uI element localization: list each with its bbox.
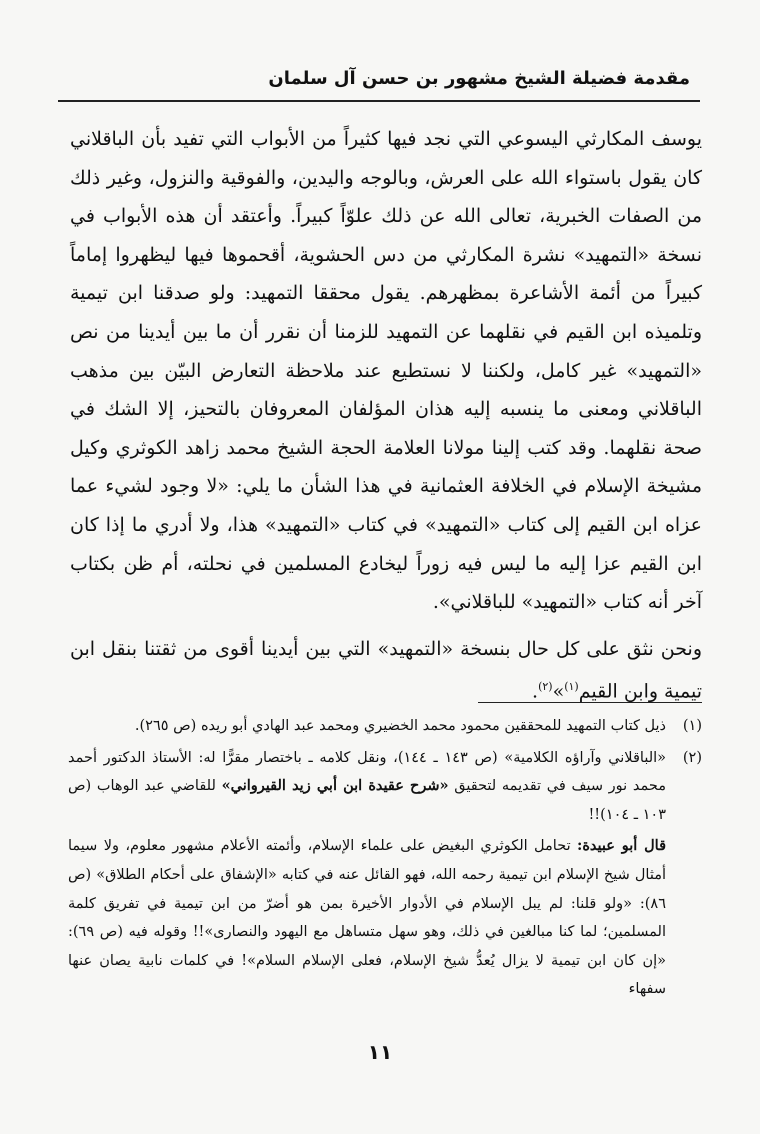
footnote-2-text-b: للقاضي عبد الوهاب (ص ١٠٣ ـ ١٠٤)!! [68,778,666,823]
footnote-1 [68,712,702,741]
footnote-1-number: (١) [682,718,702,734]
footnote-divider [478,702,702,703]
paragraph-2-end: . [532,680,539,703]
main-text [70,120,702,711]
footnote-2 [68,744,702,830]
footnote-2-continuation-text: تحامل الكوثري البغيض على علماء الإسلام، وأئمته الأعلام مشهور معلوم، ولا سيما أمثال شيخ الإسلام ابن تيمية رحمه الله، فهو القائل عنه في كتابه «الإشفاق على أحكام الطلاق» (ص ٨٦): «ولو قلنا: لم يبل الإسلام في الأدوار الأخيرة بمن هو أضرّ من ابن تيمية في تفريق كلمة المسلمين؛ لما كنا مبالغين في ذلك، وهو سهل متساهل مع اليهود والنصارى»!! وقوله فيه (ص ٦٩): «إن كان ابن تيمية لا يزال يُعدُّ شيخ الإسلام، فعلى الإسلام السلام»! في كلمات نابية يصان عنها سفهاء [68,838,666,998]
running-header-title: مقدمة فضيلة الشيخ مشهور بن حسن آل سلمان [268,68,690,89]
footnote-2-number: (٢) [682,749,702,766]
footnote-2-text-a: «الباقلاني وآراؤه الكلامية» (ص ١٤٣ ـ ١٤٤)، ونقل كلامه ـ باختصار مقرًّا له: الأستاذ الدكتور أحمد محمد نور سيف في تقديمه لتحقيق [68,749,667,795]
paragraph-1: يوسف المكارثي اليسوعي التي نجد فيها كثيراً من الأبواب التي تفيد بأن الباقلاني كان يقول باستواء الله على العرش، وبالوجه واليدين، والفوقية والنزول، وغير ذلك من الصفات الخبرية، تعالى الله عن ذلك علوّاً كبيراً. وأعتقد أن هذه الأبواب في نسخة «التمهيد» نشرة المكارثي من دس الحشوية، أقحموها فيها ليظهروا إماماً كبيراً من أئمة الأشاعرة بمظهرهم. يقول محققا التمهيد: ولو صدقنا ابن تيمية وتلميذه ابن القيم في نقلهما عن التمهيد للزمنا أن نقرر أن ما بين أيدينا من نص «التمهيد» غير كامل، ولكننا لا نستطيع عند ملاحظة التعارض البيّن بين مذهب الباقلاني ومعنى ما ينسبه إليه هذان المؤلفان المعروفان بالتحيز، إلا الشك في صحة نقلهما. وقد كتب إلينا مولانا العلامة الحجة الشيخ محمد زاهد الكوثري وكيل مشيخة الإسلام في الخلافة العثمانية في هذا الشأن ما يلي: «لا وجود لشيء عما عزاه ابن القيم إلى كتاب «التمهيد» في كتاب «التمهيد» هذا، ولا أدري ما إذا كان ابن القيم عزا إليه ما ليس فيه زوراً ليخادع المسلمين في نحلته، أم ظن بكتاب آخر أنه كتاب «التمهيد» للباقلاني». [70,128,702,614]
paragraph-2-text: ونحن نثق على كل حال بنسخة «التمهيد» التي بين أيدينا أقوى من ثقتنا بنقل ابن تيمية وابن القيم [70,637,702,703]
footnote-1-text: ذيل كتاب التمهيد للمحققين محمود محمد الخضيري ومحمد عبد الهادي أبو ريده (ص ٢٦٥). [134,718,666,734]
closing-quote: » [552,680,565,703]
paragraph-2 [70,630,702,712]
footnotes [68,712,702,1004]
page-number: ١١ [367,1040,393,1064]
header-divider [58,100,700,102]
footnote-ref-2[interactable]: (٢) [538,680,553,694]
abu-ubaida-label: قال أبو عبيدة: [576,837,666,855]
footnote-2-continuation [68,832,666,1004]
footnote-2-book-title: «شرح عقيدة ابن أبي زيد القيرواني» [221,777,449,795]
footnote-2-text [68,744,666,830]
footnote-ref-1[interactable]: (١) [564,680,579,694]
